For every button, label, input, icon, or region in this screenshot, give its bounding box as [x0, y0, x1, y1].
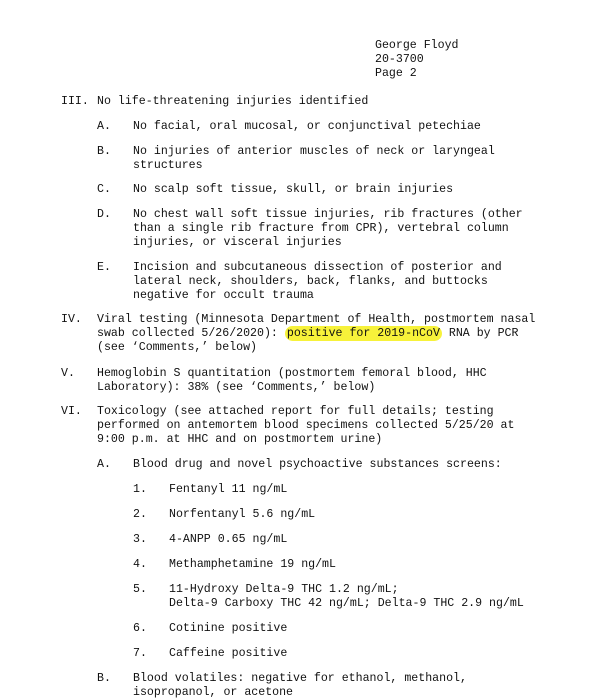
tox-item-text: Norfentanyl 5.6 ng/mL: [169, 508, 316, 521]
section-3-item-b-letter: B.: [97, 145, 111, 158]
tox-item-number: 2.: [133, 508, 147, 521]
tox-item-number: 4.: [133, 558, 147, 571]
section-4-text: RNA by PCR: [441, 327, 519, 340]
section-3-item-c-text: No scalp soft tissue, skull, or brain injuries: [133, 183, 454, 196]
section-6-sub-b-text: isopropanol, or acetone: [133, 686, 294, 699]
section-6-sub-a-letter: A.: [97, 458, 111, 471]
section-3-item-b-text: No injuries of anterior muscles of neck or laryngeal: [133, 145, 495, 158]
tox-item-text: Cotinine positive: [169, 622, 288, 635]
section-3-title: No life-threatening injuries identified: [97, 95, 369, 108]
section-4-text: (see ‘Comments,’ below): [97, 341, 258, 354]
highlighted-covid-result: positive for 2019-nCoV: [286, 327, 440, 340]
section-5-number: V.: [61, 367, 75, 380]
section-3-item-e-text: negative for occult trauma: [133, 289, 314, 302]
section-3-item-a-letter: A.: [97, 120, 111, 133]
section-4-text: Viral testing (Minnesota Department of Health, postmortem nasal: [97, 313, 536, 326]
tox-item-text: 11-Hydroxy Delta-9 THC 1.2 ng/mL;: [169, 583, 399, 596]
section-6-text: Toxicology (see attached report for full details; testing: [97, 405, 494, 418]
section-4-text: swab collected 5/26/2020):: [97, 327, 285, 340]
section-3-item-e-text: Incision and subcutaneous dissection of posterior and: [133, 261, 502, 274]
section-3-item-d-text: than a single rib fracture from CPR), vertebral column: [133, 222, 509, 235]
section-5-text: Hemoglobin S quantitation (postmortem femoral blood, HHC: [97, 367, 487, 380]
tox-item-text: Methamphetamine 19 ng/mL: [169, 558, 336, 571]
section-6-sub-b-text: Blood volatiles: negative for ethanol, methanol,: [133, 672, 467, 685]
section-3-item-a-text: No facial, oral mucosal, or conjunctival petechiae: [133, 120, 481, 133]
tox-item-number: 6.: [133, 622, 147, 635]
section-3-item-b-text: structures: [133, 159, 203, 172]
header-name: George Floyd: [375, 39, 459, 52]
section-4-number: IV.: [61, 313, 82, 326]
section-6-text: 9:00 p.m. at HHC and on postmortem urine): [97, 433, 383, 446]
section-3-item-e-letter: E.: [97, 261, 111, 274]
section-3-item-c-letter: C.: [97, 183, 111, 196]
section-4-text-line: [97, 326, 518, 341]
tox-item-text: 4-ANPP 0.65 ng/mL: [169, 533, 288, 546]
tox-item-number: 3.: [133, 533, 147, 546]
section-3-item-e-text: lateral neck, shoulders, back, flanks, and buttocks: [133, 275, 488, 288]
tox-item-text: Caffeine positive: [169, 647, 288, 660]
tox-item-number: 1.: [133, 483, 147, 496]
section-3-item-d-letter: D.: [97, 208, 111, 221]
section-3-item-d-text: No chest wall soft tissue injuries, rib fractures (other: [133, 208, 523, 221]
tox-item-text: Delta-9 Carboxy THC 42 ng/mL; Delta-9 THC 2.9 ng/mL: [169, 597, 524, 610]
section-3-item-d-text: injuries, or visceral injuries: [133, 236, 342, 249]
tox-item-text: Fentanyl 11 ng/mL: [169, 483, 288, 496]
section-6-number: VI.: [61, 405, 82, 418]
tox-item-number: 5.: [133, 583, 147, 596]
section-6-text: performed on antemortem blood specimens collected 5/25/20 at: [97, 419, 515, 432]
header-page-number: Page 2: [375, 67, 417, 80]
section-6-sub-b-letter: B.: [97, 672, 111, 685]
header-case-number: 20-3700: [375, 53, 424, 66]
tox-item-number: 7.: [133, 647, 147, 660]
section-3-number: III.: [61, 95, 89, 108]
section-6-sub-a-title: Blood drug and novel psychoactive substances screens:: [133, 458, 502, 471]
section-5-text: Laboratory): 38% (see ‘Comments,’ below): [97, 381, 376, 394]
